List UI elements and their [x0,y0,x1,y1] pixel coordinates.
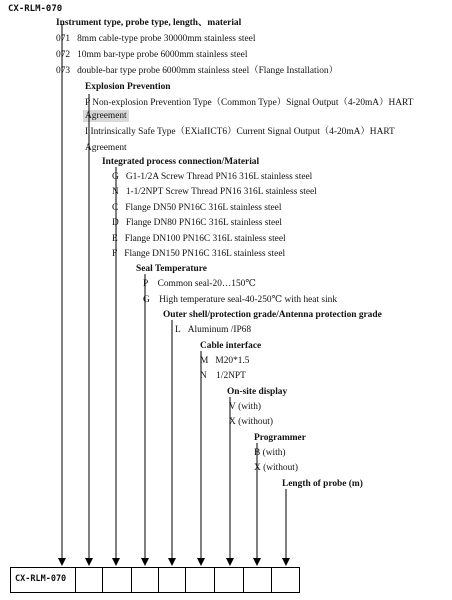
seal-heading: Seal Temperature [136,264,207,274]
code-cell-length[interactable] [272,567,300,593]
instrument-option-072: 072 10mm bar-type probe 6000mm stainless steel [56,50,248,60]
explosion-option-i: I Intrinsically Safe Type（EXiaIICT6）Current Signal Output（4-20mA）HART [85,127,395,137]
display-heading: On-site display [227,387,288,397]
model-title: CX-RLM-070 [8,4,63,14]
code-cell-programmer[interactable] [244,567,272,593]
shell-option-l: L Aluminum /IP68 [175,325,252,335]
instrument-option-073: 073 double-bar type probe 6000mm stainless steel（Flange Installation） [56,66,338,76]
shell-heading: Outer shell/protection grade/Antenna protection grade [163,310,382,320]
code-cell-cable[interactable] [186,567,215,593]
code-cell-shell[interactable] [159,567,186,593]
explosion-option-p-agreement: Agreement [85,111,127,121]
explosion-option-i-agreement: Agreement [85,143,127,153]
display-option-v: V (with) [229,402,262,412]
cable-option-m: M M20*1.5 [200,356,250,366]
code-cell-process[interactable] [103,567,132,593]
seal-option-p: P Common seal-20…150℃ [143,279,256,289]
instrument-option-071: 071 8mm cable-type probe 30000mm stainless steel [56,34,256,44]
process-heading: Integrated process connection/Material [102,157,260,167]
process-option-g: G G1-1/2A Screw Thread PN16 316L stainless steel [112,172,313,182]
process-option-d: D Flange DN80 PN16C 316L stainless steel [112,218,282,228]
explosion-heading: Explosion Prevention [85,82,171,92]
explosion-option-p: P Non-explosion Prevention Type（Common Type）Signal Output（4-20mA）HART [85,98,414,108]
process-option-e: E Flange DN100 PN16C 316L stainless steel [112,234,286,244]
code-cell-explosion[interactable] [76,567,103,593]
programmer-heading: Programmer [254,433,306,443]
process-option-n: N 1-1/2NPT Screw Thread PN16 316L stainless steel [112,187,317,197]
cable-option-n: N 1/2NPT [200,371,246,381]
code-box-label: CX-RLM-070 [15,574,67,584]
display-option-x: X (without) [229,417,274,427]
length-heading: Length of probe (m) [282,479,363,489]
programmer-option-x: X (without) [254,463,299,473]
seal-option-g: G High temperature seal-40-250℃ with heat sink [143,295,338,305]
code-cell-display[interactable] [215,567,244,593]
cable-heading: Cable interface [200,341,262,351]
process-option-c: C Flange DN50 PN16C 316L stainless steel [112,203,282,213]
programmer-option-b: B (with) [254,448,286,458]
process-option-f: F Flange DN150 PN16C 316L stainless steel [112,249,286,259]
code-cell-seal[interactable] [132,567,159,593]
instrument-heading: Instrument type, probe type, length、material [56,18,242,28]
